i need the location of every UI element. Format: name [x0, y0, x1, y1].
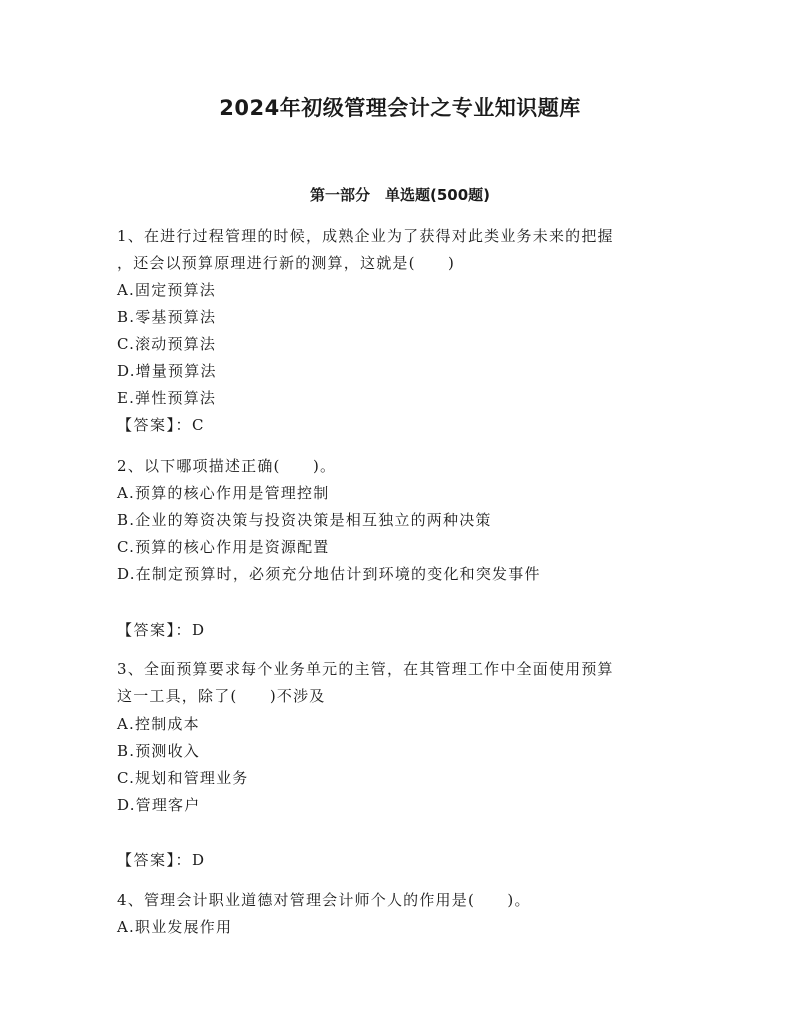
question-1-option-c: C.滚动预算法 — [117, 335, 217, 353]
question-3-option-c: C.规划和管理业务 — [117, 769, 249, 787]
question-1-answer: 【答案】：C — [117, 416, 205, 434]
question-1-option-a: A.固定预算法 — [117, 281, 217, 299]
question-3-option-a: A.控制成本 — [117, 715, 200, 733]
question-1-stem-line-2: ，还会以预算原理进行新的测算，这就是( ) — [117, 254, 456, 272]
question-4-stem-line-1: 4、管理会计职业道德对管理会计师个人的作用是( )。 — [117, 891, 531, 909]
question-2-option-c: C.预算的核心作用是资源配置 — [117, 538, 330, 556]
question-1-option-e: E.弹性预算法 — [117, 389, 217, 407]
question-2-answer: 【答案】：D — [117, 621, 206, 639]
question-1-option-d: D.增量预算法 — [117, 362, 217, 380]
question-2-option-d: D.在制定预算时，必须充分地估计到环境的变化和突发事件 — [117, 565, 541, 583]
document-title: 2024年初级管理会计之专业知识题库 — [219, 96, 581, 120]
question-2-option-b: B.企业的筹资决策与投资决策是相互独立的两种决策 — [117, 511, 492, 529]
question-3-stem-line-2: 这一工具，除了( )不涉及 — [117, 687, 326, 705]
question-3-stem-line-1: 3、全面预算要求每个业务单元的主管，在其管理工作中全面使用预算 — [117, 660, 614, 678]
question-2-stem-line-1: 2、以下哪项描述正确( )。 — [117, 457, 337, 475]
section-title: 第一部分 单选题(500题) — [309, 186, 491, 204]
question-1-stem-line-1: 1、在进行过程管理的时候，成熟企业为了获得对此类业务未来的把握 — [117, 227, 614, 245]
question-3-option-d: D.管理客户 — [117, 796, 201, 814]
question-2-option-a: A.预算的核心作用是管理控制 — [117, 484, 330, 502]
question-3-answer: 【答案】：D — [117, 851, 206, 869]
question-3-option-b: B.预测收入 — [117, 742, 200, 760]
question-1-option-b: B.零基预算法 — [117, 308, 217, 326]
question-4-option-a: A.职业发展作用 — [117, 918, 233, 936]
